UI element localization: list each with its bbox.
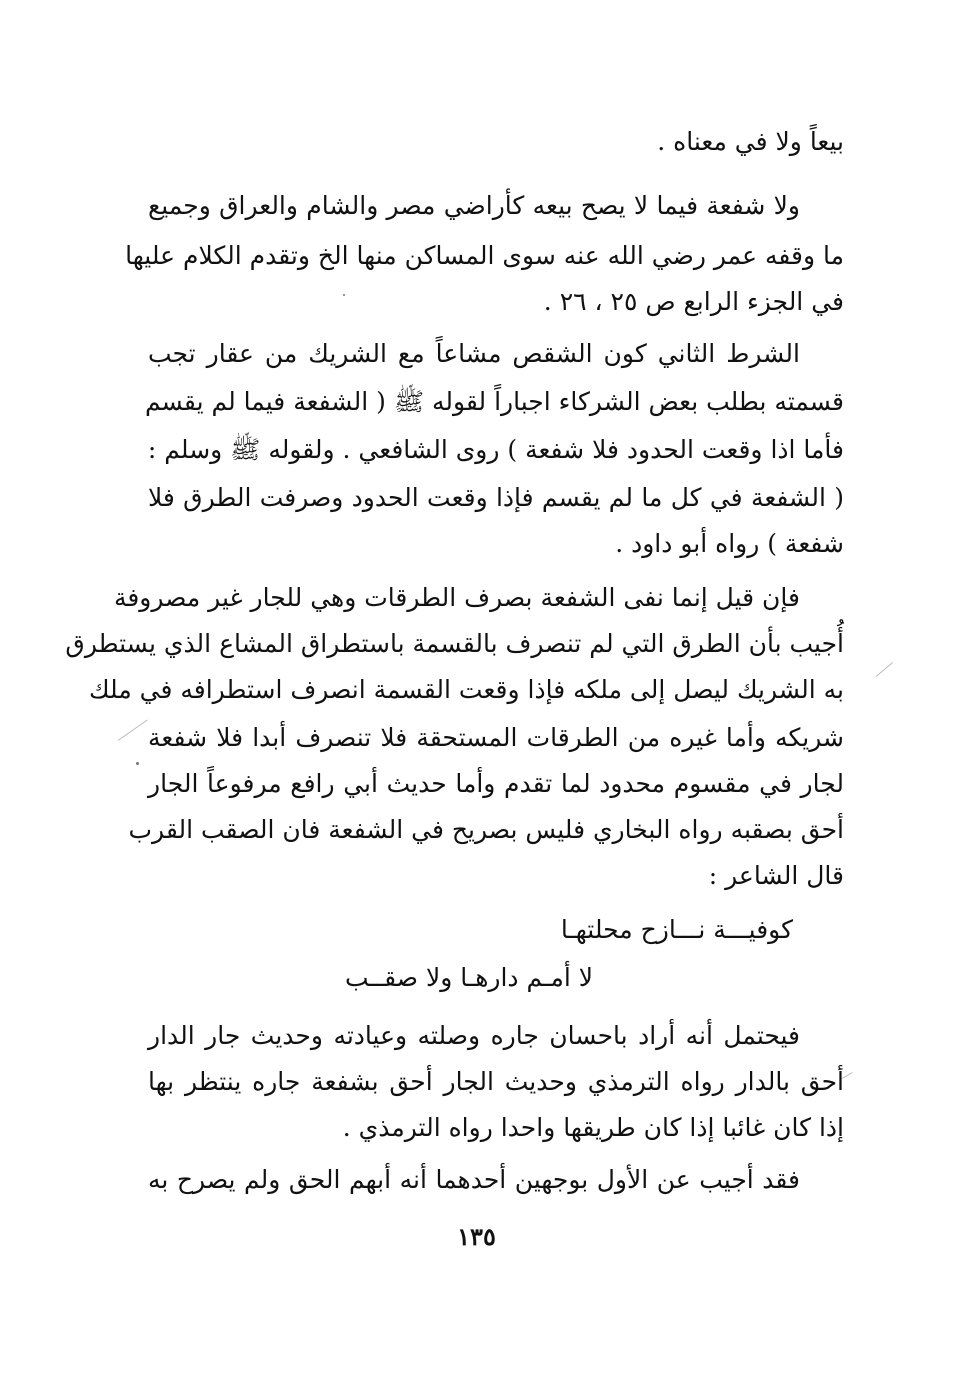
text-line: شريكه وأما غيره من الطرقات المستحقة فلا تنصرف أبدا فلا شفعة (148, 723, 844, 752)
verse-second-hemistich: لا أمـم دارهـا ولا صقــب (344, 963, 593, 992)
text-line: لجار في مقسوم محدود لما تقدم وأما حديث أبي رافع مرفوعاً الجار (148, 769, 844, 798)
text-line: الشرط الثاني كون الشقص مشاعاً مع الشريك من عقار تجب (148, 339, 800, 368)
text-line: أحق بالدار رواه الترمذي وحديث الجار أحق بشفعة جاره ينتظر بها (148, 1067, 844, 1096)
verse-first-hemistich: كوفيـــة نـــازح محلتهـا (560, 915, 793, 944)
scan-speck (343, 294, 345, 296)
text-line: فإن قيل إنما نفى الشفعة بصرف الطرقات وهي للجار غير مصروفة (113, 583, 800, 612)
scan-speck (136, 762, 139, 765)
text-line: فيحتمل أنه أراد باحسان جاره وصلته وعيادته وحديث جار الدار (148, 1021, 800, 1050)
text-line: بيعاً ولا في معناه . (657, 127, 844, 156)
text-line: فقد أجيب عن الأول بوجهين أحدهما أنه أبهم الحق ولم يصرح به (148, 1165, 800, 1194)
text-line: قال الشاعر : (708, 861, 844, 890)
text-line: ( الشفعة في كل ما لم يقسم فإذا وقعت الحدود وصرفت الطرق فلا (148, 483, 844, 512)
text-line: أحق بصقبه رواه البخاري فليس بصريح في الشفعة فان الصقب القرب (128, 815, 844, 844)
text-line: به الشريك ليصل إلى ملكه فإذا وقعت القسمة انصرف استطرافه في ملك (88, 675, 844, 704)
text-line: فأما اذا وقعت الحدود فلا شفعة ) روى الشافعي . ولقوله ﷺ وسلم : (147, 435, 844, 464)
scan-mark (118, 719, 148, 740)
text-line: قسمته بطلب بعض الشركاء اجباراً لقوله ﷺ ( الشفعة فيما لم يقسم (144, 387, 844, 416)
text-line: أُجيب بأن الطرق التي لم تنصرف بالقسمة باستطراق المشاع الذي يستطرق (65, 629, 844, 658)
text-line: في الجزء الرابع ص ٢٥ ، ٢٦ . (543, 287, 844, 316)
scan-mark (876, 662, 893, 677)
text-line: ولا شفعة فيما لا يصح بيعه كأراضي مصر والشام والعراق وجميع (148, 191, 800, 220)
text-line: إذا كان غائبا إذا كان طريقها واحدا رواه الترمذي . (342, 1113, 844, 1142)
text-line: ما وقفه عمر رضي الله عنه سوى المساكن منها الخ وتقدم الكلام عليها (125, 241, 844, 270)
page-number: ١٣٥ (457, 1222, 496, 1251)
text-line: شفعة ) رواه أبو داود . (615, 529, 844, 558)
